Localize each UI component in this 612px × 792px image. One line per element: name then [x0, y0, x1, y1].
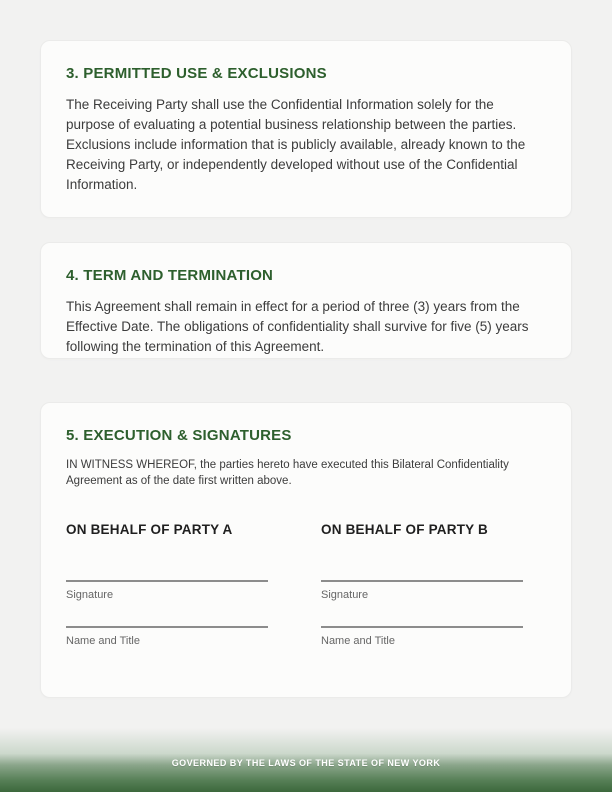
party-b-heading: ON BEHALF OF PARTY B — [321, 521, 489, 537]
witness-clause: IN WITNESS WHEREOF, the parties hereto have executed this Bilateral Confidentiality Agreement as of the date first written above. — [66, 459, 509, 488]
section-card-permitted-use — [40, 40, 572, 218]
signature-column-party-a — [66, 522, 268, 647]
signature-column-party-b — [321, 522, 523, 647]
name-title-field — [66, 626, 268, 647]
governing-law-text: GOVERNED BY THE LAWS OF THE STATE OF NEW YORK — [171, 758, 441, 768]
name-title-field — [321, 626, 523, 647]
signature-field — [321, 580, 523, 601]
section-card-term-termination — [40, 242, 572, 359]
name-title-label: Name and Title — [66, 634, 140, 647]
signature-line — [321, 580, 523, 582]
section-heading: 5. EXECUTION & SIGNATURES — [66, 427, 292, 444]
party-a-heading: ON BEHALF OF PARTY A — [66, 521, 233, 537]
name-title-label: Name and Title — [321, 634, 395, 647]
footer-bar — [0, 728, 612, 792]
section-card-execution-signatures — [40, 402, 572, 698]
signature-label: Signature — [66, 588, 114, 601]
section-body: The Receiving Party shall use the Confidential Information solely for the purpose of evaluating a potential business relationship between the parties. Exclusions include information that is publicly available, already known to the Receiving Party, or independently developed without use of the Confidential Information. — [66, 97, 526, 192]
section-heading: 3. PERMITTED USE & EXCLUSIONS — [66, 65, 327, 82]
signature-line — [321, 626, 523, 628]
section-body: This Agreement shall remain in effect for a period of three (3) years from the Effective Date. The obligations of confidentiality shall survive for five (5) years following the termination of this Agreement. — [66, 299, 529, 354]
signature-label: Signature — [321, 588, 369, 601]
signature-field — [66, 580, 268, 601]
signature-line — [66, 626, 268, 628]
section-heading: 4. TERM AND TERMINATION — [66, 267, 274, 284]
signature-block — [66, 522, 546, 647]
signature-line — [66, 580, 268, 582]
